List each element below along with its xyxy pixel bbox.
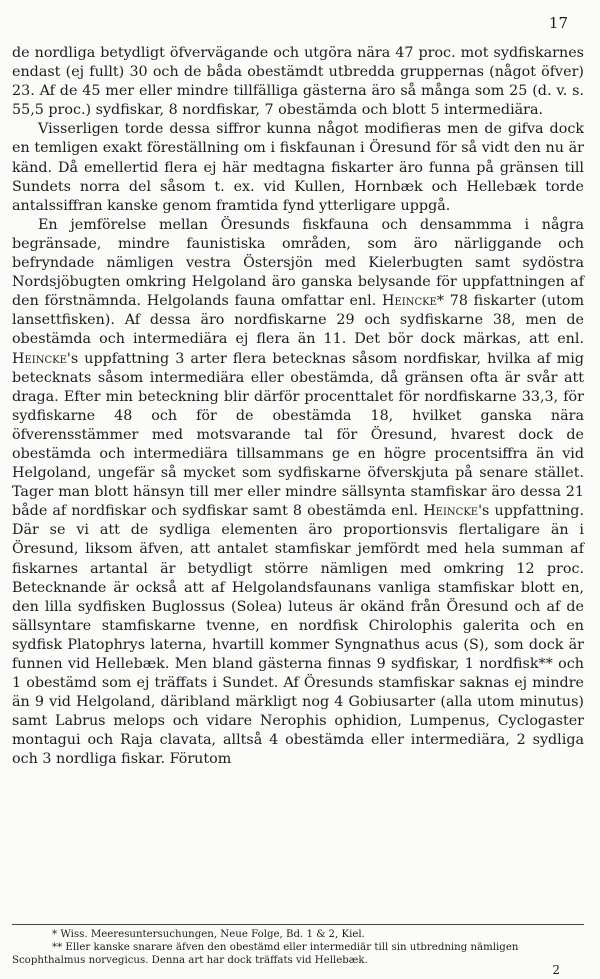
- author-name: Heincke: [382, 293, 437, 310]
- body-text: [12, 44, 584, 770]
- paragraph-3-text: * 78 fiskarter (utom lansettfisken). Af dessa äro nordfiskarne 29 och sydfiskarne 38, men de obestämda och intermediära ej flera än 11. Det bör dock märkas, att enl.: [12, 293, 584, 348]
- footnote-divider: [12, 924, 584, 925]
- author-name: Heincke: [12, 350, 67, 367]
- paragraph-1: de nordliga betydligt öfvervägande och utgöra nära 47 proc. mot sydfiskarnes endast (ej fullt) 30 och de båda obestämdt utbredda gruppernas (något öfver) 23. Af de 45 mer eller mindre tillfälliga gästerna äro så många som 25 (d. v. s. 55,5 proc.) sydfiskar, 8 nordfiskar, 7 obestämda och blott 5 intermediära.: [12, 45, 584, 119]
- paragraph-2: Visserligen torde dessa siffror kunna något modifieras men de gifva dock en temligen exakt föreställning om i fiskfaunan i Öresund för så vidt den nu är känd. Då emellertid flera ej här medtagna fiskarter äro funna på gränsen till Sundets norra del såsom t. ex. vid Kullen, Hornbæk och Hellebæk torde antalssiffran kanske genom framtida fynd ytterligare uppgå.: [12, 121, 584, 214]
- paragraph-3: [12, 216, 584, 770]
- signature-mark: 2: [552, 963, 560, 977]
- paragraph-3-text: En jemförelse mellan Öresunds fiskfauna och densammma i några begränsade, mindre faunistiska områden, som äro närliggande och befryndade nämligen vestra Östersjön med Kielerbugten samt sydöstra Nordsjöbugten omkring Helgoland äro ganska belysande för uppfattningen af den förstnämnda. Helgolands fauna omfattar enl.: [12, 216, 584, 310]
- footnote-1: * Wiss. Meeresuntersuchungen, Neue Folge, Bd. 1 & 2, Kiel.: [52, 929, 365, 940]
- paragraph-3-text: 's uppfattning. Där se vi att de sydliga elementen äro proportionsvis flertaligare än i Öresund, liksom äfven, att antalet stamfiskar jemfördt med hela summan af fiskarnes artantal är betydligt större nämligen med omkring 12 proc. Betecknande är också att af Helgolandsfaunans vanliga stamfiskar blott en, den lilla sydfisken Buglossus (Solea) luteus är okänd från Öresund och af de sällsyntare stamfiskarne tvenne, en nordfisk Chirolophis galerita och en sydfisk Platophrys laterna, hvartill kommer Syngnathus acus (S), som dock är funnen vid Hellebæk. Men bland gästerna finnas 9 sydfiskar, 1 nordfisk** och 1 obestämd som ej träffats i Sundet. Af Öresunds stamfiskar saknas ej mindre än 9 vid Helgoland, däribland märkligt nog 4 Gobiusarter (alla utom minutus) samt Labrus melops och vidare Nerophis ophidion, Lumpenus, Cyclogaster montagui och Raja clavata, alltså 4 obestämda eller intermediära, 2 sydliga och 3 nordliga fiskar. Förutom: [12, 503, 584, 768]
- footnotes: [12, 928, 584, 967]
- footnote-2: ** Eller kanske snarare äfven den obestämd eller intermediär till sin utbredning nämligen Scophthalmus norvegicus. Denna art har dock träffats vid Hellebæk.: [12, 942, 519, 966]
- paragraph-3-text: 's uppfattning 3 arter flera betecknas såsom nordfiskar, hvilka af mig betecknats såsom intermediära eller obestämda, då gränsen ofta är svår att draga. Efter min beteckning blir därför procenttalet för nordfiskarne 33,3, för sydfiskarne 48 och för de obestämda 18, hvilket ganska nära öfverensstämmer med motsvarande tal för Öresund, hvarest dock de obestämda och intermediära tillsammans ge en högre procentsiffra än vid Helgoland, ungefär så mycket som sydfiskarne öfverskjuta på senare stället. Tager man blott hänsyn till mer eller mindre sällsynta stamfiskar äro dessa 21 både af nordfiskar och sydfiskar samt 8 obestämda enl.: [12, 350, 584, 520]
- author-name: Heincke: [423, 503, 479, 520]
- page-number: 17: [548, 14, 568, 32]
